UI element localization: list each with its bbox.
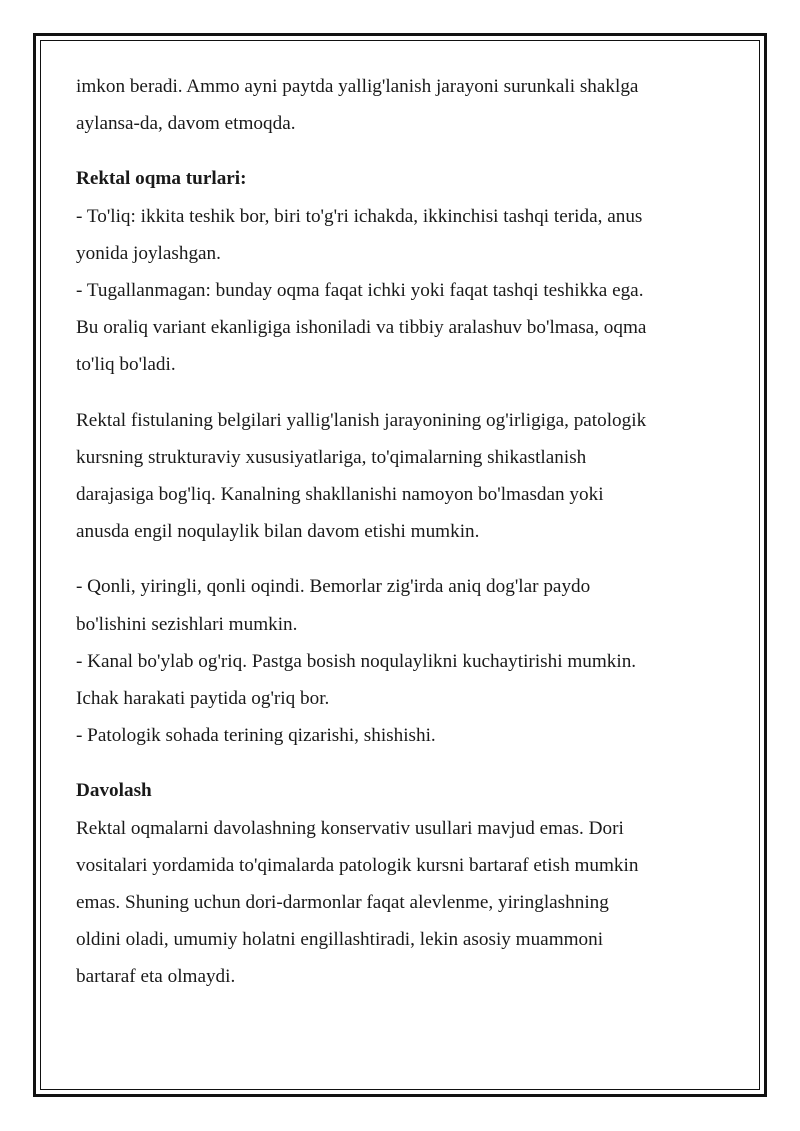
paragraph-gap	[76, 550, 722, 568]
text-line: - Qonli, yiringli, qonli oqindi. Bemorlar zig'irda aniq dog'lar paydo	[76, 576, 591, 598]
text-line: Rektal fistulaning belgilari yallig'lanish jarayonining og'irligiga, patologik	[76, 409, 647, 431]
text-line: to'liq bo'ladi.	[76, 354, 176, 376]
text-line: darajasiga bog'liq. Kanalning shakllanishi namoyon bo'lmasdan yoki	[76, 484, 604, 506]
text-line: yonida joylashgan.	[76, 242, 221, 264]
text-line: oldini oladi, umumiy holatni engillashtiradi, lekin asosiy muammoni	[76, 929, 604, 951]
text-line: Ichak harakati paytida og'riq bor.	[76, 688, 330, 710]
symptoms-list	[76, 568, 722, 754]
text-line: bo'lishini sezishlari mumkin.	[76, 613, 298, 635]
paragraph-gap	[76, 142, 722, 160]
text-line: vositalari yordamida to'qimalarda patologik kursni bartaraf etish mumkin	[76, 854, 639, 876]
text-line: emas. Shuning uchun dori-darmonlar faqat alevlenme, yiringlashning	[76, 892, 609, 914]
text-line: - Kanal bo'ylab og'riq. Pastga bosish noqulaylikni kuchaytirishi mumkin.	[76, 650, 637, 672]
paragraph-gap	[76, 384, 722, 402]
text-line: Bu oraliq variant ekanligiga ishoniladi va tibbiy aralashuv bo'lmasa, oqma	[76, 317, 647, 339]
section-heading: Rektal oqma turlari:	[76, 168, 247, 190]
text-line: kursning strukturaviy xususiyatlariga, to'qimalarning shikastlanish	[76, 446, 587, 468]
section-treatment	[76, 772, 722, 995]
section-fistula-types	[76, 160, 722, 383]
text-line: - Patologik sohada terining qizarishi, shishishi.	[76, 725, 436, 747]
document-body	[76, 68, 722, 996]
section-heading: Davolash	[76, 780, 152, 802]
text-line: - Tugallanmagan: bunday oqma faqat ichki yoki faqat tashqi teshikka ega.	[76, 280, 644, 302]
text-line: imkon beradi. Ammo ayni paytda yallig'lanish jarayoni surunkali shaklga	[76, 76, 639, 97]
text-line: - To'liq: ikkita teshik bor, biri to'g'ri ichakda, ikkinchisi tashqi terida, anus	[76, 205, 643, 227]
text-line: Rektal oqmalarni davolashning konservativ usullari mavjud emas. Dori	[76, 817, 624, 839]
text-line: bartaraf eta olmaydi.	[76, 966, 236, 988]
symptoms-paragraph	[76, 402, 722, 551]
text-line: aylansa-da, davom etmoqda.	[76, 113, 296, 135]
paragraph-gap	[76, 754, 722, 772]
text-line: anusda engil noqulaylik bilan davom etishi mumkin.	[76, 521, 480, 543]
intro-paragraph	[76, 68, 722, 142]
